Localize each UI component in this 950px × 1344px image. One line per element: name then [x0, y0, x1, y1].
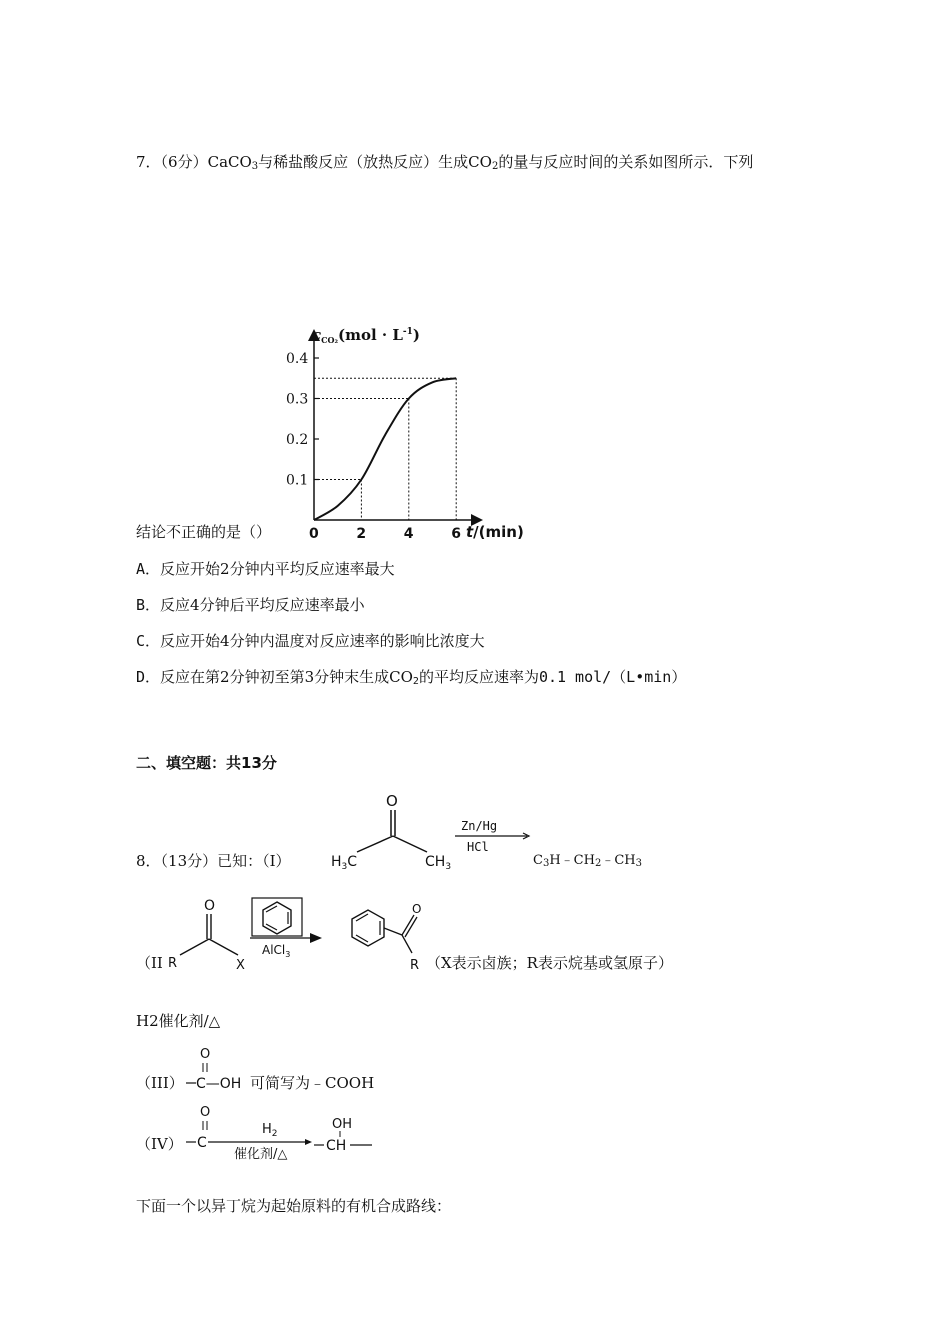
x-tick-label: 2 [356, 526, 367, 542]
svg-text:催化剂/△: 催化剂/△ [234, 1147, 288, 1162]
svg-text:Zn/Hg: Zn/Hg [461, 819, 498, 833]
benzene-ring-icon [263, 902, 291, 934]
benzene-reagent-arrow [248, 896, 328, 966]
y-tick-label: 0.2 [286, 432, 309, 448]
svg-text:OH: OH [332, 1117, 353, 1132]
svg-text:CH3: $CH_3$ [425, 854, 452, 872]
synthesis-route-intro: 下面一个以异丁烷为起始原料的有机合成路线： [136, 1197, 452, 1215]
q7-points: （6分） [160, 153, 208, 171]
y-tick-label: 0.1 [286, 472, 309, 489]
x-tick-label: 6 [451, 526, 461, 542]
x-tick-label: 4 [403, 526, 414, 542]
axis-ticks [286, 351, 461, 542]
q8-iii-prefix: （III） [136, 1074, 184, 1092]
svg-text:CH: CH [326, 1138, 347, 1154]
svg-text:O: O [412, 902, 422, 916]
option-c[interactable]: C．反应开始4分钟内温度对反应速率的影响比浓度大 [136, 632, 485, 650]
carbonyl-reduction-structure [186, 1104, 386, 1164]
acyl-halide-structure [166, 895, 256, 975]
q8-ii-prefix: （II [136, 954, 163, 972]
benzene-ring-icon [352, 910, 384, 946]
co2-curve [314, 378, 456, 520]
propane-product: $C_3H﹣CH_2﹣CH_3$ [533, 853, 642, 869]
y-axis-label: $c_{CO_2}(mol \cdot L^{-1})$ [312, 326, 420, 345]
co2-concentration-chart [280, 318, 524, 548]
guide-lines [314, 378, 456, 520]
q7-stem: 7．（6分）CaCO$_3$与稀盐酸反应（放热反应）生成$CO_2$的量与反应时间的关系如图所示．下列 [136, 153, 754, 172]
option-b[interactable]: B．反应4分钟后平均反应速率最小 [136, 596, 365, 614]
aryl-ketone-structure [330, 897, 440, 977]
q7-number: 7． [136, 153, 161, 171]
option-a[interactable]: A．反应开始2分钟内平均反应速率最大 [136, 560, 395, 578]
svg-text:O: O [204, 898, 216, 914]
acetone-structure [325, 788, 465, 878]
svg-text:O: O [386, 792, 398, 810]
q8-points: （13分）已知：（Ⅰ） [160, 852, 291, 870]
q8-stem [136, 851, 291, 871]
q7-stem-end: 结论不正确的是（） [136, 523, 272, 541]
svg-text:H3C: $H_3C$ [331, 854, 358, 872]
svg-text:HCl: HCl [467, 840, 489, 854]
svg-text:R: R [410, 958, 420, 973]
q8-iii-text: 可简写为﹣COOH [250, 1074, 375, 1092]
y-tick-label: 0.3 [286, 391, 309, 408]
svg-text:C: C [197, 1135, 207, 1151]
x-axis-label: t/(min) [466, 523, 524, 541]
option-d[interactable]: D．反应在第2分钟初至第3分钟末生成$CO_2$的平均反应速率为0.1 mol/（L•min） [136, 668, 687, 687]
svg-text:R: R [168, 956, 178, 971]
y-tick-label: 0.4 [286, 351, 309, 367]
svg-text:AlCl3: AlCl$_3$ [262, 943, 291, 959]
svg-text:O: O [200, 1105, 211, 1120]
q8-iv-prefix: （IV） [136, 1135, 183, 1153]
svg-text:H2: $H_2$ [262, 1122, 278, 1139]
svg-text:O: O [200, 1047, 211, 1062]
reaction-arrow-i [453, 818, 533, 862]
x-tick-label: 0 [309, 526, 319, 542]
q8-number: 8． [136, 852, 161, 870]
section-title: 二、填空题：共13分 [136, 754, 277, 772]
q8-ii-note: （X表示卤族；R表示烷基或氢原子） [426, 954, 673, 972]
svg-text:X: X [236, 958, 245, 973]
svg-text:C—OH: C—OH [196, 1076, 242, 1092]
h2-catalyst-line: H2催化剂/△ [136, 1012, 221, 1030]
